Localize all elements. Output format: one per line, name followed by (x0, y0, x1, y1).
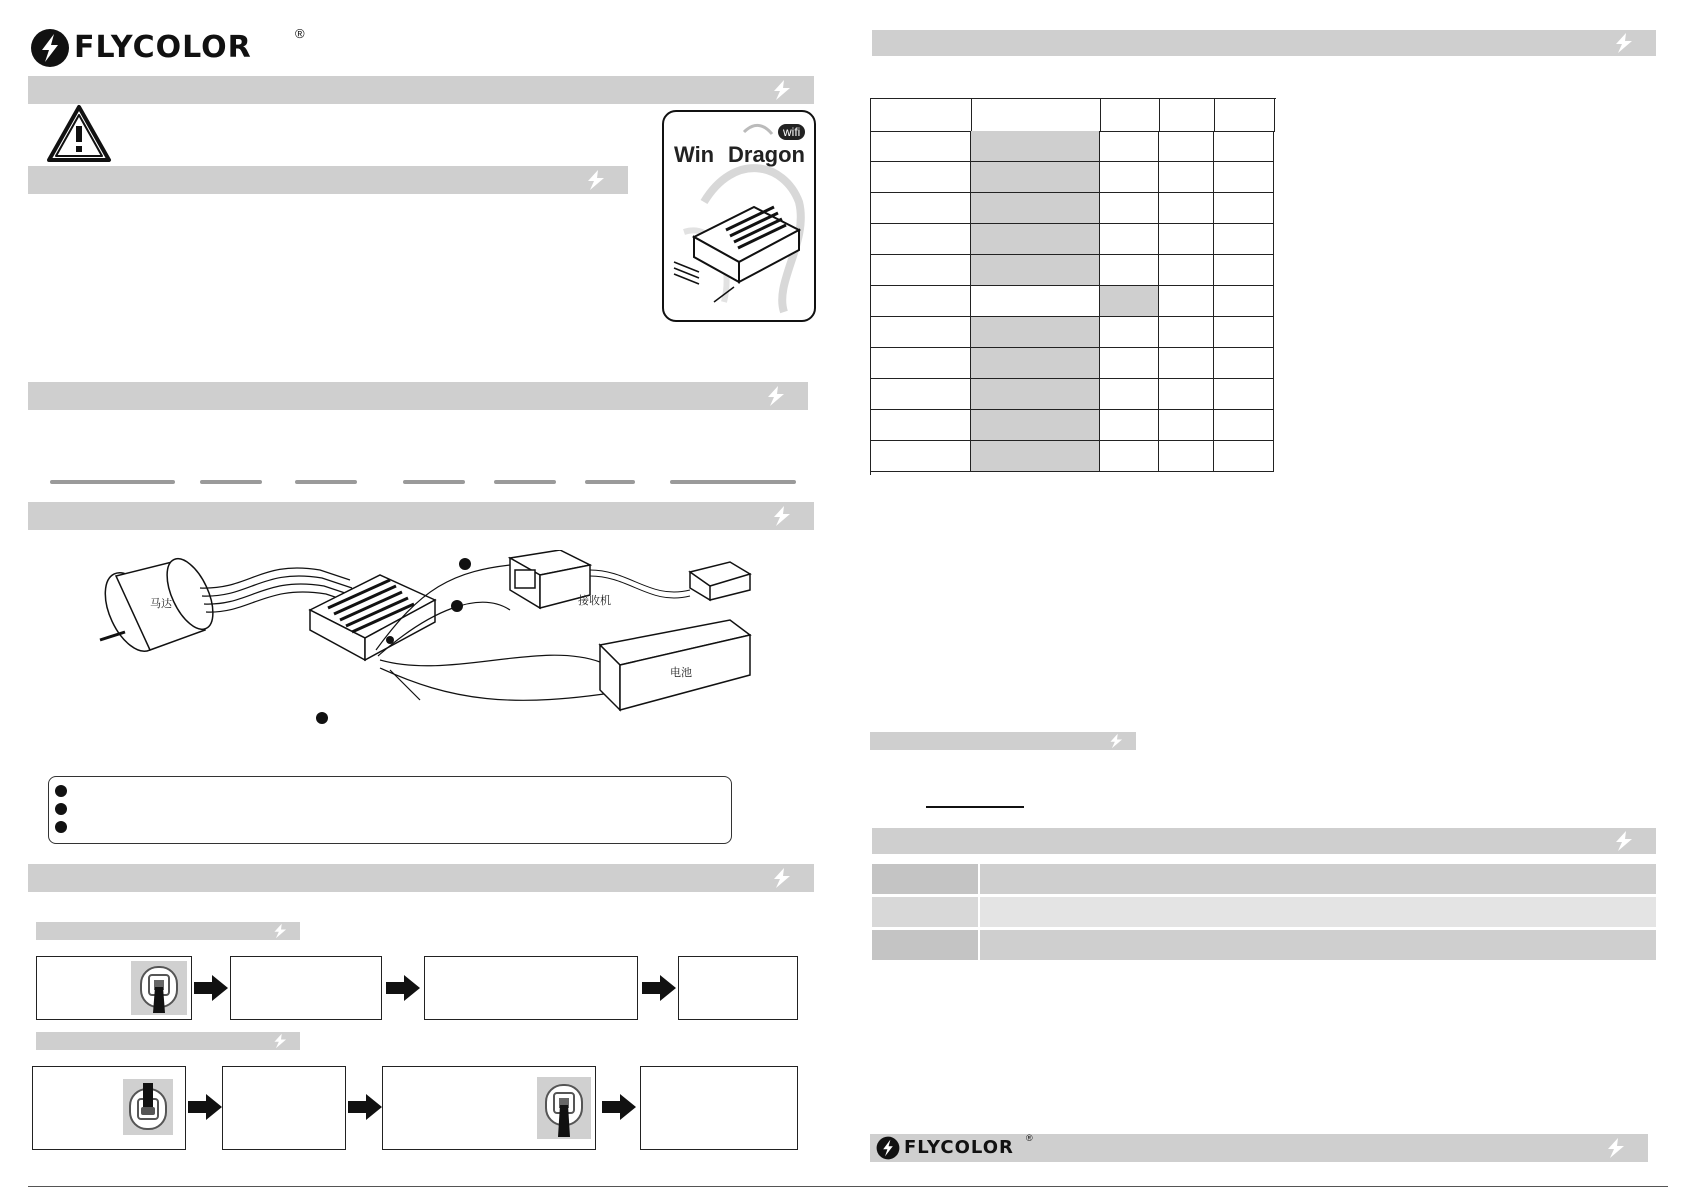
status-row (872, 930, 1656, 960)
table-cell (971, 441, 1100, 472)
table-cell (1159, 193, 1214, 224)
table-cell (1214, 162, 1274, 193)
table-cell (971, 255, 1100, 286)
table-cell (1214, 441, 1274, 472)
table-cell (1214, 131, 1274, 162)
spec-rule (403, 480, 465, 484)
table-cell (1214, 317, 1274, 348)
section-header-bar-1 (28, 76, 814, 104)
spec-rule (50, 480, 175, 484)
flycolor-mark-icon (1612, 32, 1638, 54)
table-header-cell (972, 99, 1101, 132)
table-cell (870, 224, 971, 255)
table-cell (971, 131, 1100, 162)
table-cell (1159, 441, 1214, 472)
table-header-cell (1160, 99, 1215, 132)
table-cell (1100, 131, 1159, 162)
flycolor-mark-icon (584, 169, 610, 191)
table-cell (870, 410, 971, 441)
spec-rule (670, 480, 796, 484)
brand-registered-mark: ® (295, 26, 305, 41)
table-cell (1159, 348, 1214, 379)
table-cell (870, 162, 971, 193)
table-cell (1100, 286, 1159, 317)
status-row (872, 864, 1656, 894)
flycolor-logo-mark (30, 28, 70, 68)
setup-step-4 (640, 1066, 798, 1150)
flycolor-mark-icon (270, 1033, 292, 1049)
product-title-dragon: Dragon (728, 142, 805, 167)
table-cell (1100, 379, 1159, 410)
table-cell (1100, 441, 1159, 472)
arrow-right-icon (642, 975, 676, 1006)
spec-rule (494, 480, 556, 484)
calibration-step-4 (678, 956, 798, 1020)
status-row (872, 897, 1656, 927)
table-cell (870, 193, 971, 224)
table-cell (870, 255, 971, 286)
arrow-right-icon (348, 1094, 382, 1125)
table-cell (870, 441, 971, 472)
table-cell (971, 348, 1100, 379)
table-header-cell (1101, 99, 1160, 132)
wiring-diagram (90, 550, 770, 750)
table-cell (1214, 348, 1274, 379)
flycolor-mark-icon (1604, 1137, 1630, 1159)
table-cell (971, 410, 1100, 441)
calibration-step-1 (36, 956, 192, 1020)
table-cell (870, 348, 971, 379)
table-cell (1159, 317, 1214, 348)
table-cell (1159, 410, 1214, 441)
spec-rule (200, 480, 262, 484)
flycolor-mark-icon (770, 867, 796, 889)
throttle-neutral-icon (131, 961, 187, 1015)
table-cell (1214, 410, 1274, 441)
footer-brand-name: FLYCOLOR (904, 1137, 1014, 1158)
flycolor-mark-icon (270, 923, 292, 939)
setup-step-2 (222, 1066, 346, 1150)
status-row-label-cell (872, 930, 980, 960)
table-cell (870, 286, 971, 317)
throttle-neutral-icon (537, 1077, 591, 1139)
table-cell (1214, 379, 1274, 410)
warning-icon (46, 104, 112, 164)
flycolor-mark-icon (764, 385, 790, 407)
wiring-notes-box (48, 776, 732, 844)
table-cell (971, 317, 1100, 348)
table-cell (870, 379, 971, 410)
flycolor-mark-icon (770, 505, 796, 527)
sub-header-bar-b (36, 1032, 300, 1050)
table-cell (870, 317, 971, 348)
setup-step-3 (382, 1066, 596, 1150)
table-cell (1159, 162, 1214, 193)
flycolor-mark-icon (1612, 830, 1638, 852)
table-cell (1100, 410, 1159, 441)
table-cell (1159, 286, 1214, 317)
product-image-card (662, 110, 816, 322)
arrow-right-icon (386, 975, 420, 1006)
battery-label: 电池 (670, 667, 692, 679)
table-cell (971, 162, 1100, 193)
spec-rule (585, 480, 635, 484)
sub-header-bar-a (36, 922, 300, 940)
table-cell (1100, 224, 1159, 255)
table-cell (971, 286, 1100, 317)
section-header-bar-2 (28, 166, 628, 194)
flycolor-logo-mark (876, 1136, 900, 1160)
arrow-right-icon (194, 975, 228, 1006)
table-cell (1214, 193, 1274, 224)
note-bullet (55, 785, 67, 797)
sub-header-bar-right (870, 732, 1136, 750)
spec-rule (295, 480, 357, 484)
brand-name: FLYCOLOR (74, 30, 252, 65)
table-cell (1159, 224, 1214, 255)
note-bullet (55, 821, 67, 833)
note-bullet (55, 803, 67, 815)
page-bottom-rule (28, 1186, 1668, 1187)
throttle-full-icon (123, 1079, 173, 1135)
section-header-bar-right-1 (872, 30, 1656, 56)
table-cell (1100, 317, 1159, 348)
table-cell (1214, 224, 1274, 255)
table-cell (1159, 255, 1214, 286)
table-cell (1159, 379, 1214, 410)
flycolor-mark-icon (770, 79, 796, 101)
section-header-bar-5 (28, 864, 814, 892)
wifi-module-graphic (690, 562, 750, 600)
table-header-cell (871, 99, 972, 132)
table-header-cell (1215, 99, 1275, 132)
flycolor-logo (30, 28, 310, 68)
flycolor-mark-icon (1106, 733, 1128, 749)
table-cell (971, 379, 1100, 410)
table-cell (1214, 255, 1274, 286)
status-table (872, 864, 1656, 960)
footer-flycolor-logo (876, 1133, 1046, 1160)
table-cell (971, 193, 1100, 224)
setup-step-1 (32, 1066, 186, 1150)
calibration-step-2 (230, 956, 382, 1020)
footer-registered-mark: ® (1026, 1133, 1033, 1143)
underline-rule (926, 806, 1024, 808)
section-header-bar-3 (28, 382, 808, 410)
receiver-label: 接收机 (578, 595, 611, 607)
table-cell (1100, 193, 1159, 224)
motor-label: 马达 (150, 598, 172, 610)
wifi-badge: wifi (778, 124, 805, 140)
arrow-right-icon (602, 1094, 636, 1125)
table-cell (1100, 162, 1159, 193)
status-row-label-cell (872, 864, 980, 894)
table-cell (1159, 131, 1214, 162)
table-cell (1214, 286, 1274, 317)
table-cell (1100, 348, 1159, 379)
arrow-right-icon (188, 1094, 222, 1125)
section-header-bar-4 (28, 502, 814, 530)
footer-bar (870, 1134, 1648, 1162)
product-title-win: Win (674, 142, 715, 167)
table-cell (870, 131, 971, 162)
section-header-bar-right-2 (872, 828, 1656, 854)
status-row-label-cell (872, 897, 980, 927)
table-cell (1100, 255, 1159, 286)
calibration-step-3 (424, 956, 638, 1020)
table-cell (971, 224, 1100, 255)
